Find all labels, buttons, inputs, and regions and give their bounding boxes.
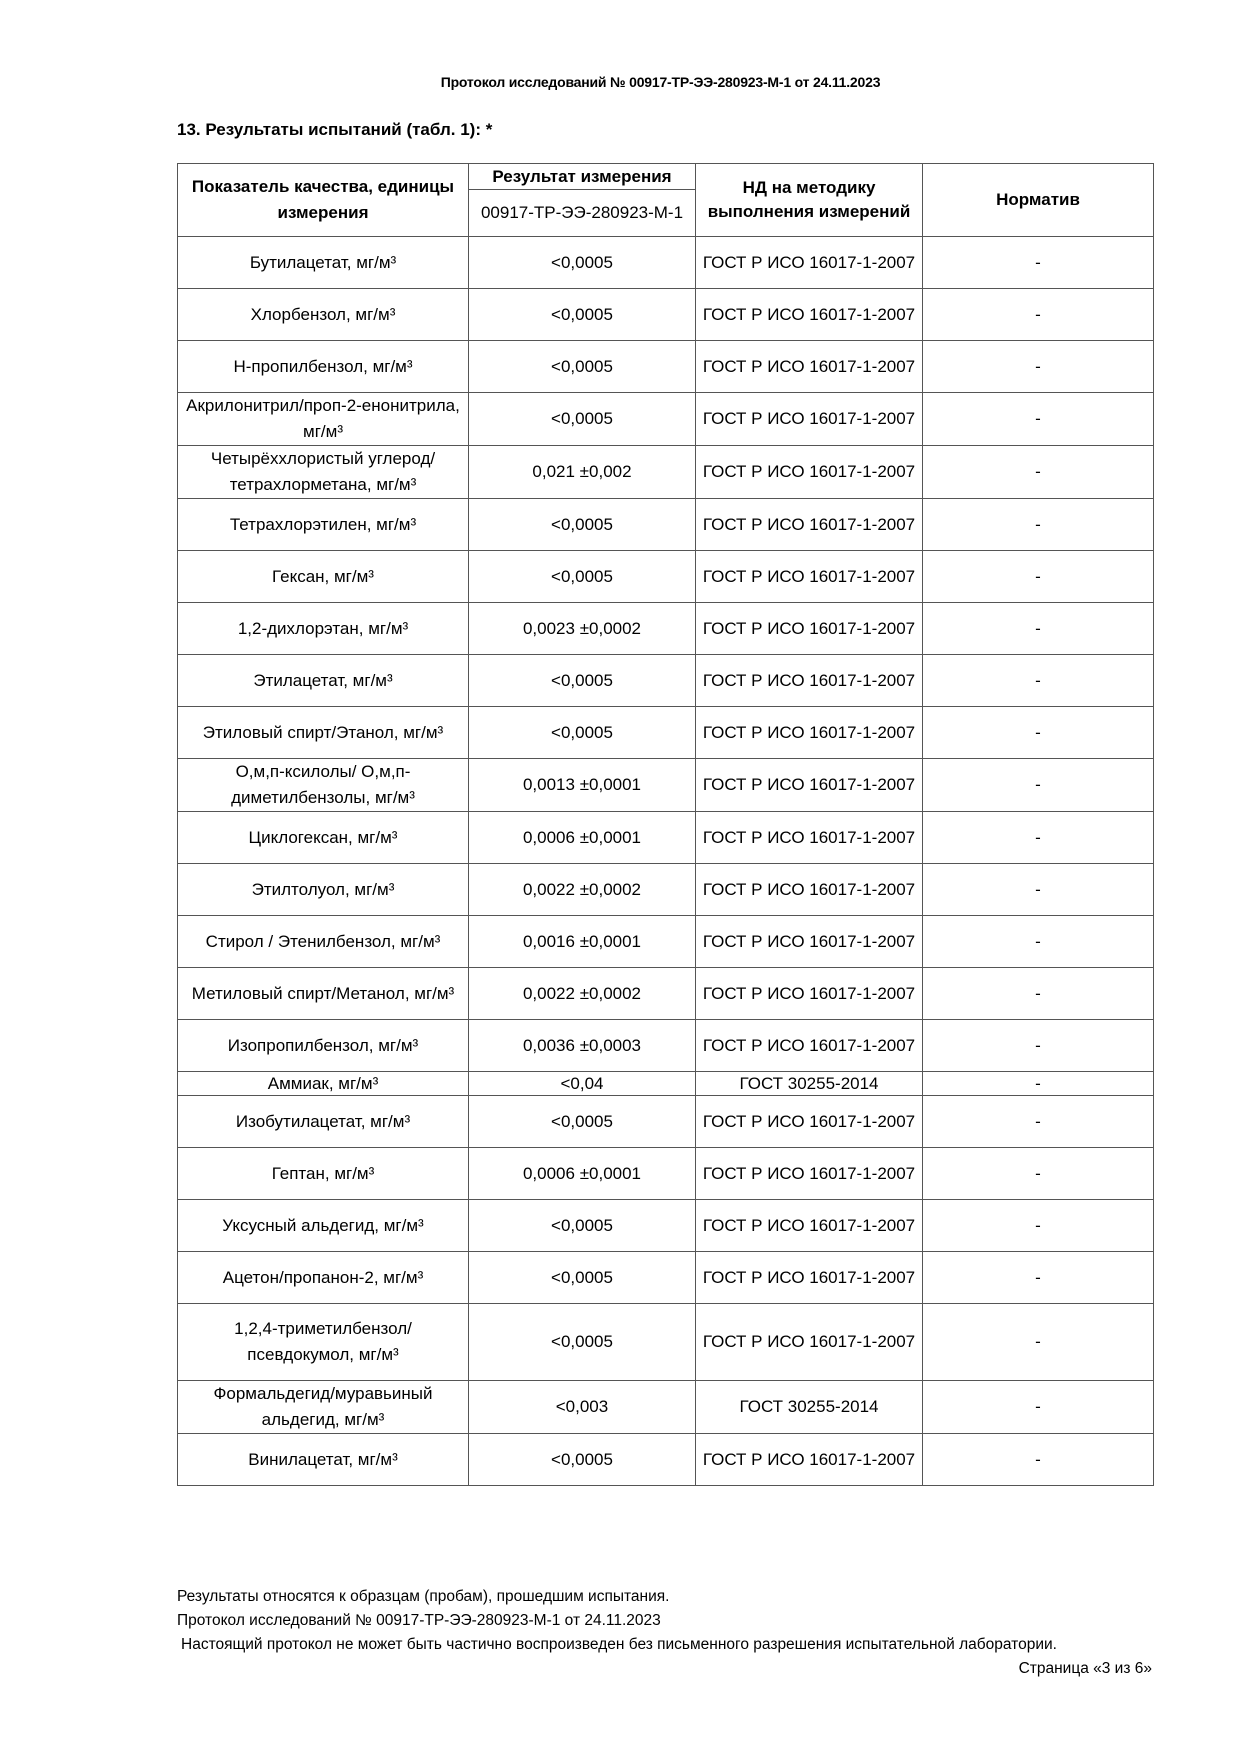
cell-result: 0,0006 ±0,0001 — [469, 1148, 696, 1200]
cell-indicator: Винилацетат, мг/м³ — [178, 1434, 469, 1486]
cell-indicator: Бутилацетат, мг/м³ — [178, 237, 469, 289]
cell-method: ГОСТ Р ИСО 16017-1-2007 — [696, 1020, 923, 1072]
cell-norm: - — [923, 1304, 1154, 1381]
cell-norm: - — [923, 1072, 1154, 1096]
cell-result: <0,0005 — [469, 655, 696, 707]
cell-method: ГОСТ Р ИСО 16017-1-2007 — [696, 812, 923, 864]
cell-indicator: Этилацетат, мг/м³ — [178, 655, 469, 707]
table-row — [178, 1381, 1154, 1434]
cell-indicator: Тетрахлорэтилен, мг/м³ — [178, 499, 469, 551]
cell-result: <0,0005 — [469, 341, 696, 393]
cell-norm: - — [923, 1096, 1154, 1148]
cell-result: 0,0036 ±0,0003 — [469, 1020, 696, 1072]
cell-norm: - — [923, 759, 1154, 812]
cell-method: ГОСТ Р ИСО 16017-1-2007 — [696, 393, 923, 446]
table-row — [178, 1252, 1154, 1304]
table-row — [178, 1148, 1154, 1200]
cell-norm: - — [923, 393, 1154, 446]
table-row — [178, 759, 1154, 812]
cell-method: ГОСТ Р ИСО 16017-1-2007 — [696, 603, 923, 655]
cell-method: ГОСТ Р ИСО 16017-1-2007 — [696, 499, 923, 551]
cell-norm: - — [923, 1020, 1154, 1072]
cell-result: 0,0006 ±0,0001 — [469, 812, 696, 864]
cell-norm: - — [923, 1148, 1154, 1200]
cell-method: ГОСТ Р ИСО 16017-1-2007 — [696, 1434, 923, 1486]
cell-method: ГОСТ Р ИСО 16017-1-2007 — [696, 289, 923, 341]
page-number: Страница «3 из 6» — [1018, 1660, 1152, 1677]
header-method: НД на методику выполнения измерений — [696, 164, 923, 237]
table-row — [178, 864, 1154, 916]
cell-method: ГОСТ Р ИСО 16017-1-2007 — [696, 1200, 923, 1252]
cell-norm: - — [923, 1200, 1154, 1252]
cell-norm: - — [923, 1381, 1154, 1434]
header-result-sample-id: 00917-ТР-ЭЭ-280923-М-1 — [469, 190, 696, 237]
table-row — [178, 393, 1154, 446]
table-row — [178, 341, 1154, 393]
cell-indicator: Хлорбензол, мг/м³ — [178, 289, 469, 341]
cell-norm: - — [923, 1434, 1154, 1486]
footer-protocol-line: Протокол исследований № 00917-ТР-ЭЭ-280923-М-1 от 24.11.2023 — [177, 1612, 661, 1629]
table-row — [178, 1096, 1154, 1148]
table-row — [178, 1304, 1154, 1381]
cell-result: <0,0005 — [469, 393, 696, 446]
cell-result: <0,0005 — [469, 707, 696, 759]
cell-method: ГОСТ Р ИСО 16017-1-2007 — [696, 1096, 923, 1148]
cell-norm: - — [923, 864, 1154, 916]
cell-norm: - — [923, 341, 1154, 393]
cell-norm: - — [923, 916, 1154, 968]
header-indicator: Показатель качества, единицы измерения — [178, 164, 469, 237]
cell-method: ГОСТ 30255-2014 — [696, 1381, 923, 1434]
cell-method: ГОСТ Р ИСО 16017-1-2007 — [696, 1148, 923, 1200]
cell-norm: - — [923, 812, 1154, 864]
cell-norm: - — [923, 499, 1154, 551]
table-row — [178, 446, 1154, 499]
cell-method: ГОСТ Р ИСО 16017-1-2007 — [696, 916, 923, 968]
footer-note: Результаты относятся к образцам (пробам), прошедшим испытания. — [177, 1588, 670, 1605]
cell-method: ГОСТ Р ИСО 16017-1-2007 — [696, 1304, 923, 1381]
cell-indicator: Циклогексан, мг/м³ — [178, 812, 469, 864]
table-row — [178, 1020, 1154, 1072]
cell-norm: - — [923, 289, 1154, 341]
cell-result: 0,0016 ±0,0001 — [469, 916, 696, 968]
cell-norm: - — [923, 551, 1154, 603]
cell-method: ГОСТ Р ИСО 16017-1-2007 — [696, 655, 923, 707]
table-row — [178, 237, 1154, 289]
table-row — [178, 1434, 1154, 1486]
cell-result: <0,0005 — [469, 1304, 696, 1381]
cell-method: ГОСТ Р ИСО 16017-1-2007 — [696, 446, 923, 499]
table-row — [178, 551, 1154, 603]
cell-indicator: Гептан, мг/м³ — [178, 1148, 469, 1200]
cell-indicator: Стирол / Этенилбензол, мг/м³ — [178, 916, 469, 968]
cell-norm: - — [923, 446, 1154, 499]
cell-method: ГОСТ Р ИСО 16017-1-2007 — [696, 968, 923, 1020]
cell-method: ГОСТ Р ИСО 16017-1-2007 — [696, 864, 923, 916]
cell-indicator: Этилтолуол, мг/м³ — [178, 864, 469, 916]
cell-indicator: О,м,п-ксилолы/ О,м,п-диметилбензолы, мг/м³ — [178, 759, 469, 812]
cell-norm: - — [923, 603, 1154, 655]
cell-result: <0,0005 — [469, 289, 696, 341]
table-row — [178, 1072, 1154, 1096]
cell-method: ГОСТ Р ИСО 16017-1-2007 — [696, 551, 923, 603]
table-row — [178, 603, 1154, 655]
cell-indicator: Гексан, мг/м³ — [178, 551, 469, 603]
cell-result: <0,04 — [469, 1072, 696, 1096]
cell-indicator: 1,2-дихлорэтан, мг/м³ — [178, 603, 469, 655]
cell-norm: - — [923, 237, 1154, 289]
cell-indicator: Формальдегид/муравьиный альдегид, мг/м³ — [178, 1381, 469, 1434]
cell-indicator: Акрилонитрил/проп-2-енонитрила, мг/м³ — [178, 393, 469, 446]
document-header: Протокол исследований № 00917-ТР-ЭЭ-280923-М-1 от 24.11.2023 — [440, 74, 881, 90]
cell-result: <0,0005 — [469, 1252, 696, 1304]
table-row — [178, 707, 1154, 759]
cell-method: ГОСТ Р ИСО 16017-1-2007 — [696, 237, 923, 289]
cell-indicator: Изобутилацетат, мг/м³ — [178, 1096, 469, 1148]
table-row — [178, 289, 1154, 341]
cell-result: <0,0005 — [469, 1434, 696, 1486]
cell-method: ГОСТ Р ИСО 16017-1-2007 — [696, 759, 923, 812]
table-row — [178, 499, 1154, 551]
table-row — [178, 655, 1154, 707]
cell-method: ГОСТ Р ИСО 16017-1-2007 — [696, 341, 923, 393]
header-result: Результат измерения — [469, 164, 696, 190]
table-row — [178, 968, 1154, 1020]
cell-result: <0,0005 — [469, 551, 696, 603]
table-row — [178, 916, 1154, 968]
cell-result: 0,0022 ±0,0002 — [469, 864, 696, 916]
cell-norm: - — [923, 655, 1154, 707]
footer-disclaimer: Настоящий протокол не может быть частично воспроизведен без письменного разрешения испытательной лаборатории. — [181, 1636, 1057, 1653]
cell-indicator: Этиловый спирт/Этанол, мг/м³ — [178, 707, 469, 759]
cell-result: 0,0013 ±0,0001 — [469, 759, 696, 812]
cell-result: <0,0005 — [469, 1096, 696, 1148]
cell-norm: - — [923, 707, 1154, 759]
table-row — [178, 812, 1154, 864]
cell-method: ГОСТ Р ИСО 16017-1-2007 — [696, 707, 923, 759]
cell-result: 0,0022 ±0,0002 — [469, 968, 696, 1020]
cell-method: ГОСТ Р ИСО 16017-1-2007 — [696, 1252, 923, 1304]
section-title: 13. Результаты испытаний (табл. 1): * — [177, 120, 493, 139]
cell-indicator: Аммиак, мг/м³ — [178, 1072, 469, 1096]
cell-result: <0,0005 — [469, 237, 696, 289]
cell-indicator: 1,2,4-триметилбензол/псевдокумол, мг/м³ — [178, 1304, 469, 1381]
cell-result: <0,0005 — [469, 499, 696, 551]
results-table — [177, 163, 1154, 1486]
cell-norm: - — [923, 1252, 1154, 1304]
cell-method: ГОСТ 30255-2014 — [696, 1072, 923, 1096]
cell-indicator: Четырёххлористый углерод/ тетрахлорметана, мг/м³ — [178, 446, 469, 499]
header-norm: Норматив — [923, 164, 1154, 237]
cell-result: <0,0005 — [469, 1200, 696, 1252]
cell-result: <0,003 — [469, 1381, 696, 1434]
cell-indicator: Изопропилбензол, мг/м³ — [178, 1020, 469, 1072]
cell-indicator: Н-пропилбензол, мг/м³ — [178, 341, 469, 393]
cell-indicator: Метиловый спирт/Метанол, мг/м³ — [178, 968, 469, 1020]
cell-norm: - — [923, 968, 1154, 1020]
cell-result: 0,021 ±0,002 — [469, 446, 696, 499]
table-row — [178, 1200, 1154, 1252]
cell-indicator: Ацетон/пропанон-2, мг/м³ — [178, 1252, 469, 1304]
cell-result: 0,0023 ±0,0002 — [469, 603, 696, 655]
cell-indicator: Уксусный альдегид, мг/м³ — [178, 1200, 469, 1252]
